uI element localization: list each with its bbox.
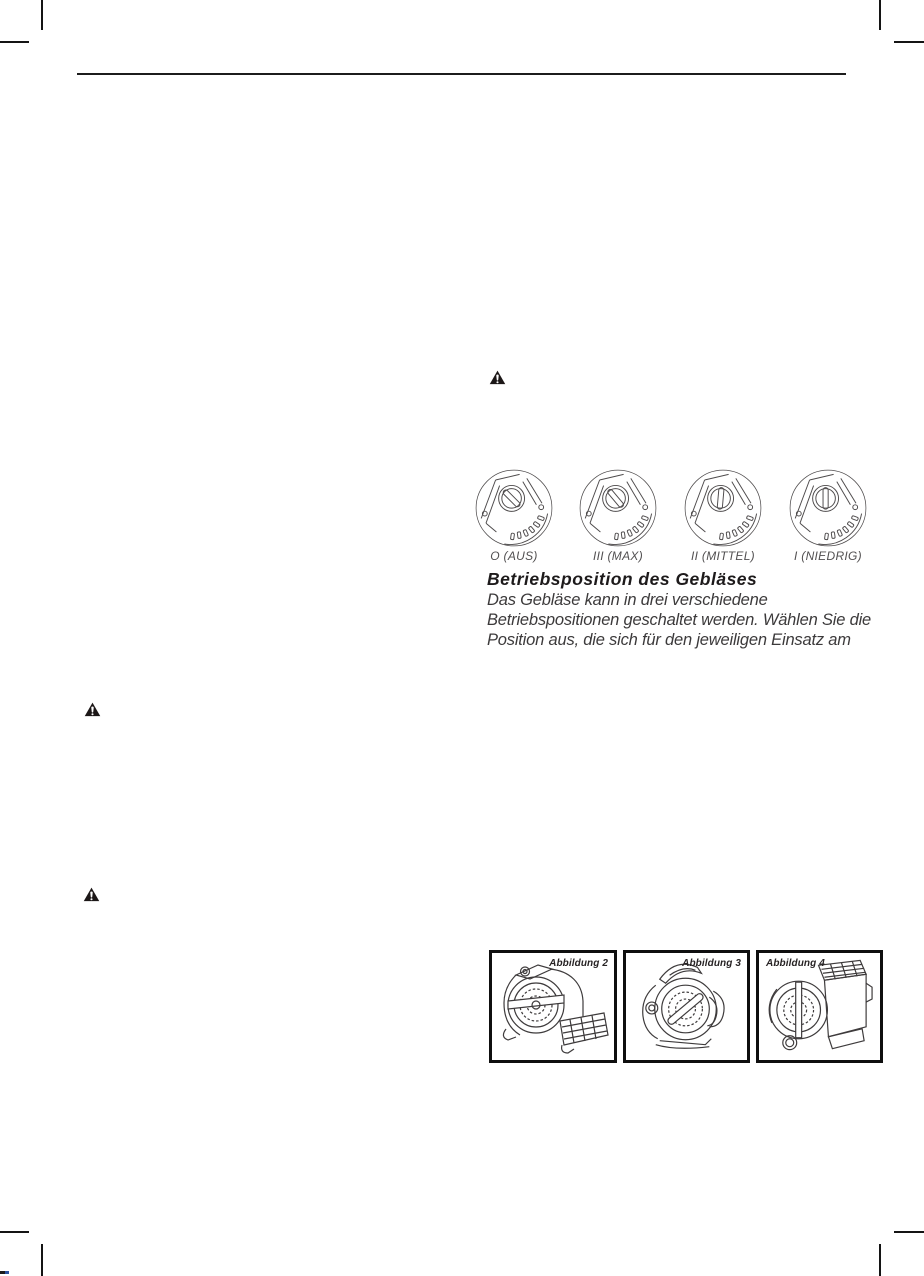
crop-mark-bottom-left-horizontal	[0, 1231, 29, 1233]
dial-figure-mittel	[683, 468, 763, 564]
crop-mark-bottom-right-vertical	[879, 1244, 881, 1276]
figure-label: Abbildung 2	[549, 958, 608, 969]
dial-position-label: II (MITTEL)	[691, 549, 755, 563]
dial-switch-illustration	[788, 468, 868, 548]
dial-figure-niedrig	[788, 468, 868, 564]
dial-switch-illustration	[683, 468, 763, 548]
crop-mark-top-left-vertical	[41, 0, 43, 30]
dial-figure-max	[578, 468, 658, 564]
section-body	[487, 590, 872, 650]
figure-box-abbildung-4	[756, 950, 883, 1063]
section-heading: Betriebsposition des Gebläses	[487, 569, 758, 589]
dial-position-label: I (NIEDRIG)	[794, 549, 862, 563]
crop-mark-top-right-horizontal	[894, 41, 924, 43]
dial-switch-illustration	[578, 468, 658, 548]
crop-mark-bottom-left-vertical	[41, 1244, 43, 1276]
dial-switch-illustration	[474, 468, 554, 548]
body-line: Position aus, die sich für den jeweiligen Einsatz am	[487, 631, 851, 649]
body-line: Betriebspositionen geschaltet werden. Wählen Sie die	[487, 611, 872, 629]
warning-triangle-icon	[489, 370, 506, 385]
blower-illustration	[492, 953, 614, 1060]
dial-position-label: O (AUS)	[490, 549, 538, 563]
blower-illustration	[626, 953, 747, 1060]
figure-label: Abbildung 4	[766, 958, 825, 969]
figure-box-abbildung-2	[489, 950, 617, 1063]
crop-mark-bottom-right-horizontal	[894, 1231, 924, 1233]
dial-figure-aus	[474, 468, 554, 564]
warning-triangle-icon	[84, 702, 101, 717]
blower-illustration	[759, 953, 880, 1060]
figure-box-abbildung-3	[623, 950, 750, 1063]
crop-mark-top-right-vertical	[879, 0, 881, 30]
crop-mark-top-left-horizontal	[0, 41, 29, 43]
figure-label: Abbildung 3	[682, 958, 741, 969]
registration-color-mark	[0, 1271, 9, 1274]
header-rule	[77, 73, 846, 75]
body-line: Das Gebläse kann in drei verschiedene	[487, 591, 768, 609]
dial-position-label: III (MAX)	[592, 549, 644, 563]
warning-triangle-icon	[83, 887, 100, 902]
